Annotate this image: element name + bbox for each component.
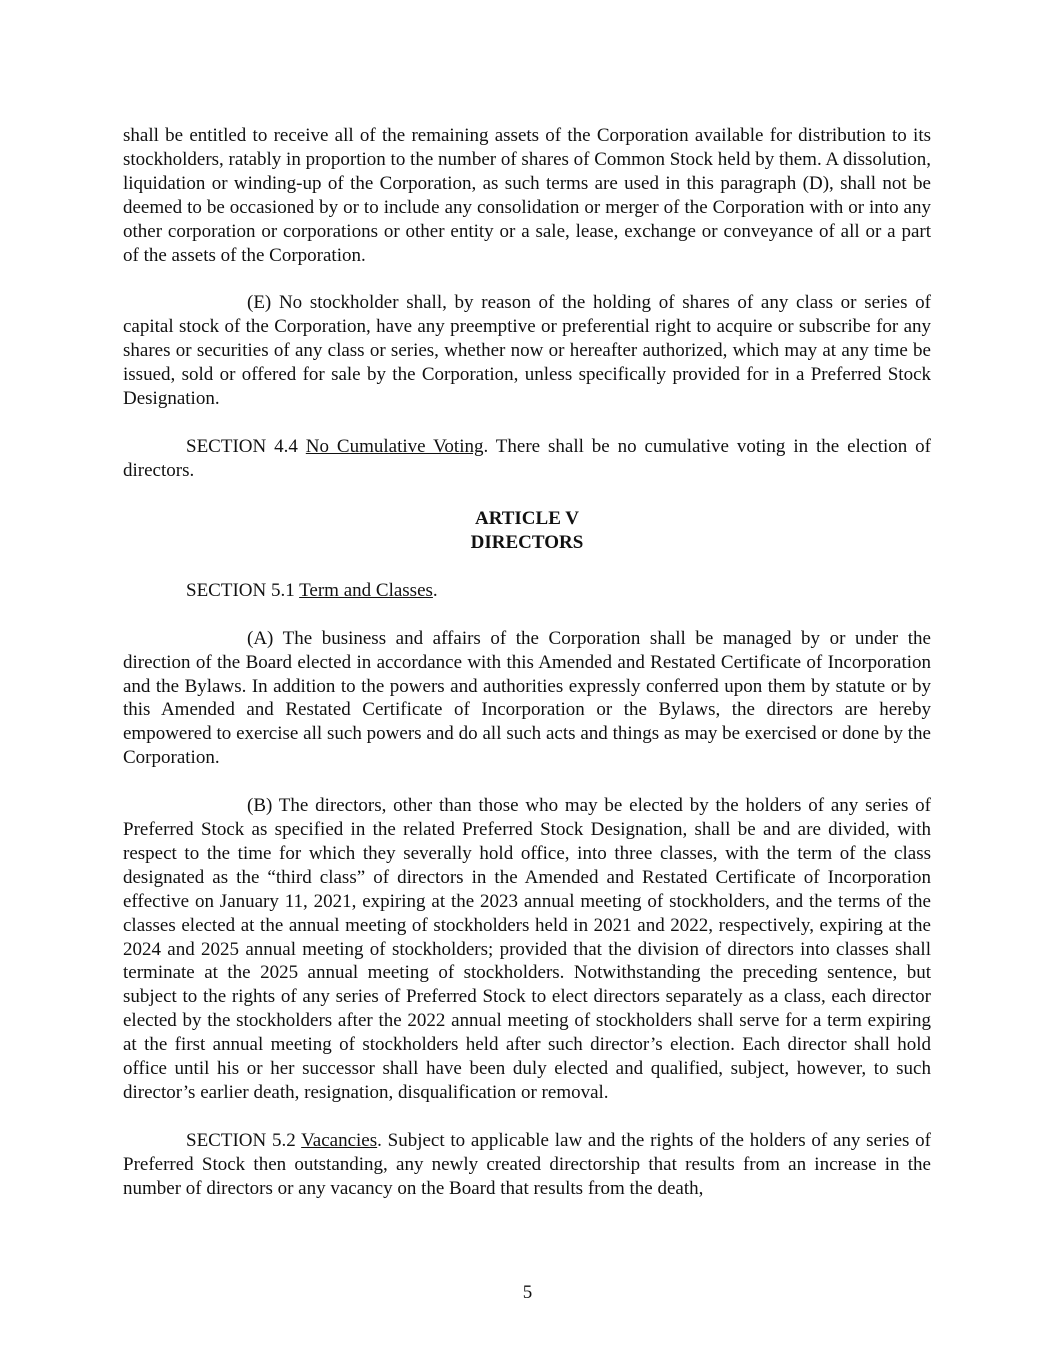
section-4-4	[123, 435, 931, 483]
section-5-2-text: . Subject to applicable law and the rights of the holders of any series of Preferred Stock then outstanding, any newly created directorship that results from an increase in the number of directors or any vacancy on the Board that results from the death,	[123, 1129, 931, 1199]
article-heading	[123, 507, 931, 555]
section-5-1-title: Term and Classes	[299, 579, 433, 601]
paragraph-e: (E) No stockholder shall, by reason of the holding of shares of any class or series of capital stock of the Corporation, have any preemptive or preferential right to acquire or subscribe for any shares or securities of any class or series, whether now or hereafter authorized, which may at any time be issued, sold or offered for sale by the Corporation, unless specifically provided for in a Preferred Stock Designation.	[123, 292, 931, 410]
paragraph-d-continuation: shall be entitled to receive all of the remaining assets of the Corporation available for distribution to its stockholders, ratably in proportion to the number of shares of Common Stock held by them. A dissolution, liquidation or winding-up of the Corporation, as such terms are used in this paragraph (D), shall not be deemed to be occasioned by or to include any consolidation or merger of the Corporation with or into any other corporation or corporations or other entity or a sale, lease, exchange or conveyance of all or a part of the assets of the Corporation.	[123, 125, 931, 266]
paragraph-5-1-b: (B) The directors, other than those who may be elected by the holders of any series of Preferred Stock as specified in the related Preferred Stock Designation, shall be and are divided, with respect to the time for which they severally hold office, into three classes, with the term of the class designated as the “third class” of directors in the Amended and Restated Certificate of Incorporation effective on January 11, 2021, expiring at the 2023 annual meeting of stockholders, and the terms of the classes elected at the annual meeting of stockholders held in 2021 and 2022, respectively, expiring at the 2024 and 2025 annual meeting of stockholders; provided that the division of directors into classes shall terminate at the 2025 annual meeting of stockholders. Notwithstanding the preceding sentence, but subject to the rights of any series of Preferred Stock to elect directors separately as a class, each director elected by the stockholders after the 2022 annual meeting of stockholders shall serve for a term expiring at the first annual meeting of stockholders held after such director’s election. Each director shall hold office until his or her successor shall have been duly elected and qualified, subject, however, to such director’s earlier death, resignation, disqualification or removal.	[123, 795, 931, 1103]
article-number: ARTICLE V	[474, 507, 580, 529]
section-4-4-text: . There shall be no cumulative voting in the election of directors.	[123, 435, 931, 481]
document-page	[123, 124, 931, 1201]
paragraph-5-1-a: (A) The business and affairs of the Corporation shall be managed by or under the direction of the Board elected in accordance with this Amended and Restated Certificate of Incorporation and the Bylaws. In addition to the powers and authorities expressly conferred upon them by statute or by this Amended and Restated Certificate of Incorporation or the Bylaws, the directors are hereby empowered to exercise all such powers and do all such acts and things as may be exercised or done by the Corporation.	[123, 627, 931, 769]
page-number: 5	[522, 1282, 533, 1303]
section-5-2-title: Vacancies	[301, 1129, 378, 1151]
section-5-2	[123, 1129, 931, 1201]
section-4-4-title: No Cumulative Voting	[305, 435, 484, 457]
article-title: DIRECTORS	[470, 531, 584, 553]
section-4-4-number: SECTION 4.4	[186, 435, 306, 457]
section-5-1-number: SECTION 5.1	[186, 579, 300, 601]
section-5-2-number: SECTION 5.2	[186, 1129, 302, 1151]
section-5-1	[123, 579, 931, 603]
section-5-1-text: .	[432, 579, 438, 601]
